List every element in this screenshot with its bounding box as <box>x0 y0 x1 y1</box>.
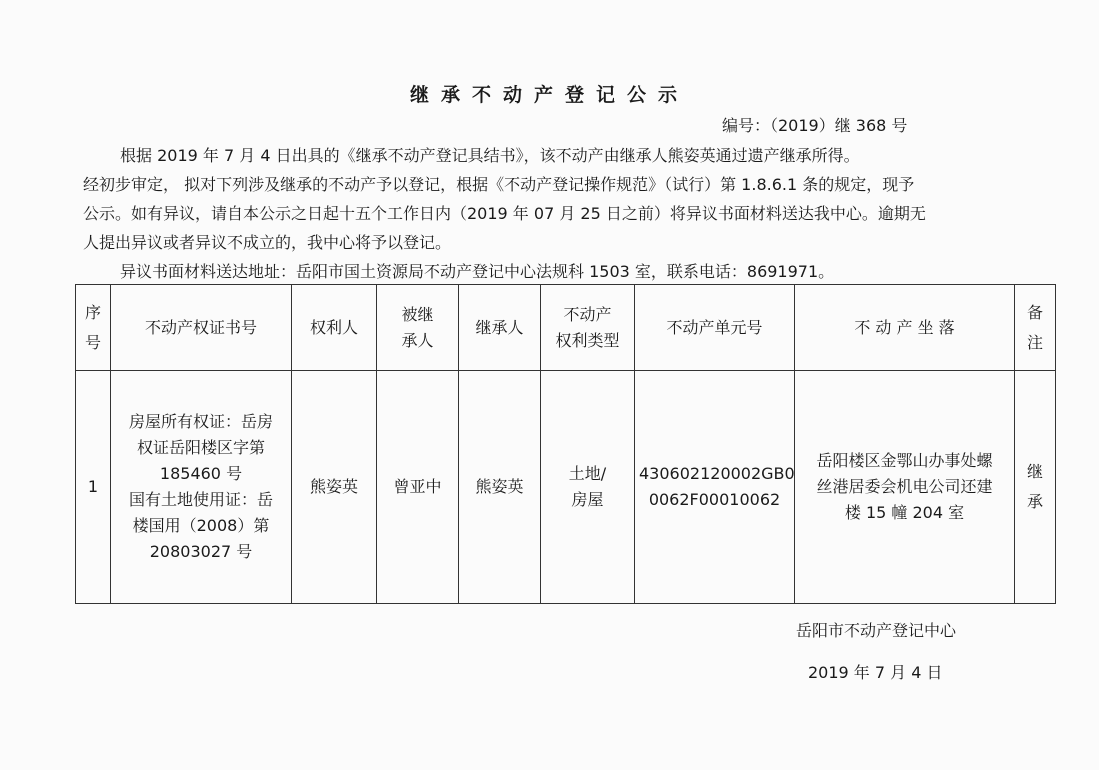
cell-decedent: 曾亚中 <box>377 371 459 604</box>
paragraph-review-line-3: 人提出异议或者异议不成立的，我中心将予以登记。 <box>83 233 452 252</box>
cell-cert-no: 房屋所有权证：岳房 权证岳阳楼区字第 185460 号 国有土地使用证：岳 楼国用（2008）第 20803027 号 <box>111 371 292 604</box>
paragraph-objection-address: 异议书面材料送达地址：岳阳市国土资源局不动产登记中心法规科 1503 室，联系电话：8691971。 <box>120 262 835 281</box>
document-title: 继承不动产登记公示 <box>409 84 689 106</box>
table-row <box>76 371 1056 604</box>
cell-owner: 熊姿英 <box>292 371 377 604</box>
paragraph-review-line-1: 经初步审定， 拟对下列涉及继承的不动产予以登记，根据《不动产登记操作规范》（试行）第 1.8.6.1 条的规定，现予 <box>83 175 915 194</box>
header-owner: 权利人 <box>292 285 377 371</box>
header-heir: 继承人 <box>459 285 541 371</box>
header-location: 不 动 产 坐 落 <box>795 285 1015 371</box>
cell-unit-no: 430602120002GB0 0062F00010062 <box>635 371 795 604</box>
header-remark: 备注 <box>1015 285 1056 371</box>
cell-right-type: 土地/ 房屋 <box>541 371 635 604</box>
paragraph-review-line-2: 公示。如有异议，请自本公示之日起十五个工作日内（2019 年 07 月 25 日之前）将异议书面材料送达我中心。逾期无 <box>83 204 926 223</box>
issue-date: 2019 年 7 月 4 日 <box>808 663 943 682</box>
table-header-row <box>76 285 1056 371</box>
header-unit-no: 不动产单元号 <box>635 285 795 371</box>
registration-table <box>75 284 1056 604</box>
header-decedent: 被继 承人 <box>377 285 459 371</box>
header-seq: 序号 <box>76 285 111 371</box>
header-right-type: 不动产 权利类型 <box>541 285 635 371</box>
document-number: 编号：（2019）继 368 号 <box>722 116 908 135</box>
cell-remark: 继承 <box>1015 371 1056 604</box>
paragraph-basis: 根据 2019 年 7 月 4 日出具的《继承不动产登记具结书》，该不动产由继承人熊姿英通过遗产继承所得。 <box>120 146 860 165</box>
cell-seq: 1 <box>76 371 111 604</box>
cell-location: 岳阳楼区金鄂山办事处螺 丝港居委会机电公司还建 楼 15 幢 204 室 <box>795 371 1015 604</box>
header-cert-no: 不动产权证书号 <box>111 285 292 371</box>
cell-heir: 熊姿英 <box>459 371 541 604</box>
issuing-organization: 岳阳市不动产登记中心 <box>796 621 957 640</box>
